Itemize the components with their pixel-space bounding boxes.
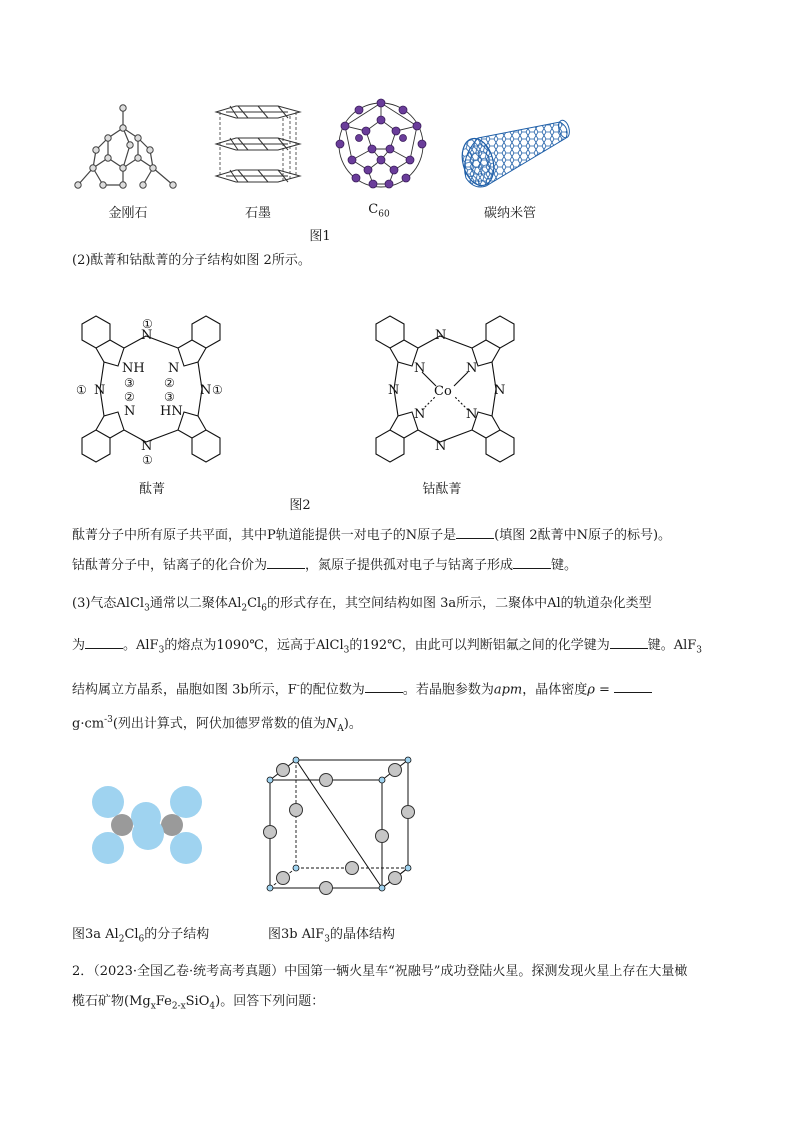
answer-blank[interactable] bbox=[614, 680, 652, 693]
p3-text: (列出计算式，阿伏加德罗常数的值为 bbox=[112, 716, 326, 732]
p3-math: apm bbox=[493, 682, 523, 698]
alf3-unit-cell bbox=[258, 752, 418, 898]
p3-sup: -3 bbox=[104, 715, 113, 725]
fig3b-sub: 3 bbox=[324, 934, 331, 945]
nanotube-structure bbox=[456, 118, 572, 192]
fig3a-text: 图3a Al bbox=[72, 927, 119, 942]
answer-blank[interactable] bbox=[513, 556, 551, 569]
fig3a-sub: 2 bbox=[118, 934, 125, 945]
p2-question-2 bbox=[72, 556, 732, 576]
label-1: ① bbox=[212, 383, 223, 397]
p3-sub: 6 bbox=[261, 603, 267, 614]
q2-text: Fe bbox=[155, 994, 172, 1009]
p3-sub: 2 bbox=[241, 603, 248, 614]
q2-text-a: 钴酞菁分子中，钴离子的化合价为 bbox=[72, 558, 268, 573]
p3-text: 。若晶胞参数为 bbox=[402, 682, 494, 698]
label-2: ② bbox=[164, 376, 175, 390]
fig3b-caption bbox=[268, 923, 395, 945]
fig1-caption: 图1 bbox=[309, 229, 331, 244]
cobalt-phthalocyanine-structure bbox=[360, 310, 530, 470]
q2-line-2 bbox=[72, 992, 732, 1017]
q2-text-c: 键。 bbox=[551, 558, 578, 573]
fig3a-caption bbox=[72, 923, 209, 945]
diamond-structure bbox=[68, 100, 180, 195]
p3-text: 的配位数为 bbox=[299, 682, 365, 698]
fig3b-text: 图3b AlF bbox=[268, 927, 325, 942]
answer-blank[interactable] bbox=[610, 636, 648, 649]
phthalocyanine-label: 酞菁 bbox=[138, 482, 165, 497]
q1-text-a: 酞菁分子中所有原子共平面，其中P轨道能提供一对电子的N原子是 bbox=[72, 528, 457, 543]
n-atom: N bbox=[94, 383, 106, 398]
q2-text-b: ，氮原子提供孤对电子与钴离子形成 bbox=[305, 558, 514, 573]
p3-math: ρ bbox=[587, 682, 595, 698]
q2-line-1: 2．（2023·全国乙卷·统考高考真题）中国第一辆火星车“祝融号”成功登陆火星。探测发现火星上存在大量橄 bbox=[72, 964, 688, 979]
label-3: ③ bbox=[164, 390, 175, 404]
graphite-label: 石墨 bbox=[244, 206, 271, 221]
c60-label-text: C bbox=[368, 202, 379, 217]
n-atom: N bbox=[466, 361, 478, 376]
p3-sub: 3 bbox=[144, 603, 150, 614]
cobalt-phthalocyanine-label: 钴酞菁 bbox=[422, 482, 462, 497]
p3-text: )。 bbox=[343, 716, 362, 732]
q2-sub: 2-x bbox=[171, 1001, 186, 1012]
p3-text: 结构属立方晶系，晶胞如图 3b所示，F bbox=[72, 682, 297, 698]
al2cl6-molecule bbox=[86, 782, 206, 872]
p3-text: Cl bbox=[247, 596, 262, 611]
diamond-label: 金刚石 bbox=[108, 206, 148, 221]
n-atom: N bbox=[414, 407, 426, 422]
q2-text: SiO bbox=[185, 994, 210, 1009]
p3-sub: 3 bbox=[343, 645, 350, 656]
fig2-caption: 图2 bbox=[289, 498, 311, 513]
label-3: ③ bbox=[124, 376, 135, 390]
c60-label-sub: 60 bbox=[378, 209, 390, 220]
p3-text: 。AlF bbox=[123, 638, 159, 653]
p2-intro: (2)酞菁和钴酞菁的分子结构如图 2所示。 bbox=[72, 253, 311, 268]
fig3a-text: 的分子结构 bbox=[144, 927, 210, 942]
q2-text: )。回答下列问题： bbox=[215, 994, 325, 1009]
p3-text: 的形式存在，其空间结构如图 3a所示，二聚体中Al的轨道杂化类型 bbox=[266, 596, 652, 611]
p3-text: 为 bbox=[72, 638, 86, 653]
n-atom: N bbox=[435, 328, 447, 343]
p3-text: ，晶体密度 bbox=[522, 682, 588, 698]
p3-text: 的192℃，由此可以判断铝氟之间的化学键为 bbox=[349, 638, 610, 653]
nh-atom: NH bbox=[122, 361, 145, 376]
label-1: ① bbox=[142, 453, 153, 467]
n-atom: N bbox=[466, 407, 478, 422]
n-atom: N bbox=[141, 328, 153, 343]
p3-line-4 bbox=[72, 710, 732, 739]
answer-blank[interactable] bbox=[365, 680, 403, 693]
n-atom: N bbox=[200, 383, 212, 398]
graphite-structure bbox=[208, 100, 308, 190]
label-1: ① bbox=[142, 317, 153, 331]
label-1: ① bbox=[76, 383, 87, 397]
answer-blank[interactable] bbox=[85, 636, 123, 649]
p3-text: = bbox=[594, 682, 615, 698]
q2-sub: 4 bbox=[209, 1001, 216, 1012]
n-atom: N bbox=[494, 383, 506, 398]
answer-blank[interactable] bbox=[267, 556, 305, 569]
fig3a-text: Cl bbox=[124, 927, 139, 942]
p3-line-3 bbox=[72, 676, 732, 700]
fig3b-text: 的晶体结构 bbox=[330, 927, 396, 942]
phthalocyanine-structure bbox=[66, 310, 236, 470]
co-atom: Co bbox=[434, 384, 452, 399]
q2-text: 榄石矿物(Mg bbox=[72, 994, 151, 1009]
p3-text: g·cm bbox=[72, 716, 105, 732]
p3-line-2 bbox=[72, 636, 732, 661]
n-atom: N bbox=[141, 439, 153, 454]
c60-structure bbox=[334, 98, 428, 192]
n-atom: N bbox=[414, 361, 426, 376]
q1-text-b: (填图 2酞菁中N原子的标号)。 bbox=[494, 528, 672, 543]
p3-sub: 3 bbox=[158, 645, 165, 656]
p3-text: 的熔点为1090℃，远高于AlCl bbox=[164, 638, 344, 653]
p3-text: 键。AlF bbox=[647, 638, 697, 653]
n-atom: N bbox=[435, 439, 447, 454]
p3-line-1 bbox=[72, 594, 732, 619]
answer-blank[interactable] bbox=[456, 526, 494, 539]
hn-atom: HN bbox=[160, 404, 183, 419]
fig3a-sub: 6 bbox=[138, 934, 145, 945]
p2-question-1 bbox=[72, 526, 732, 546]
p3-sup: - bbox=[296, 681, 300, 691]
p3-math: N bbox=[325, 716, 338, 732]
p3-text: 通常以二聚体Al bbox=[149, 596, 242, 611]
q2-sub: x bbox=[150, 1001, 156, 1012]
p3-text: (3)气态AlCl bbox=[72, 596, 145, 611]
n-atom: N bbox=[124, 404, 136, 419]
n-atom: N bbox=[388, 383, 400, 398]
n-atom: N bbox=[168, 361, 180, 376]
p3-sub: 3 bbox=[696, 645, 703, 656]
nanotube-label: 碳纳米管 bbox=[483, 206, 536, 221]
label-2: ② bbox=[124, 390, 135, 404]
p3-sub: A bbox=[337, 723, 344, 734]
c60-label bbox=[344, 202, 414, 220]
